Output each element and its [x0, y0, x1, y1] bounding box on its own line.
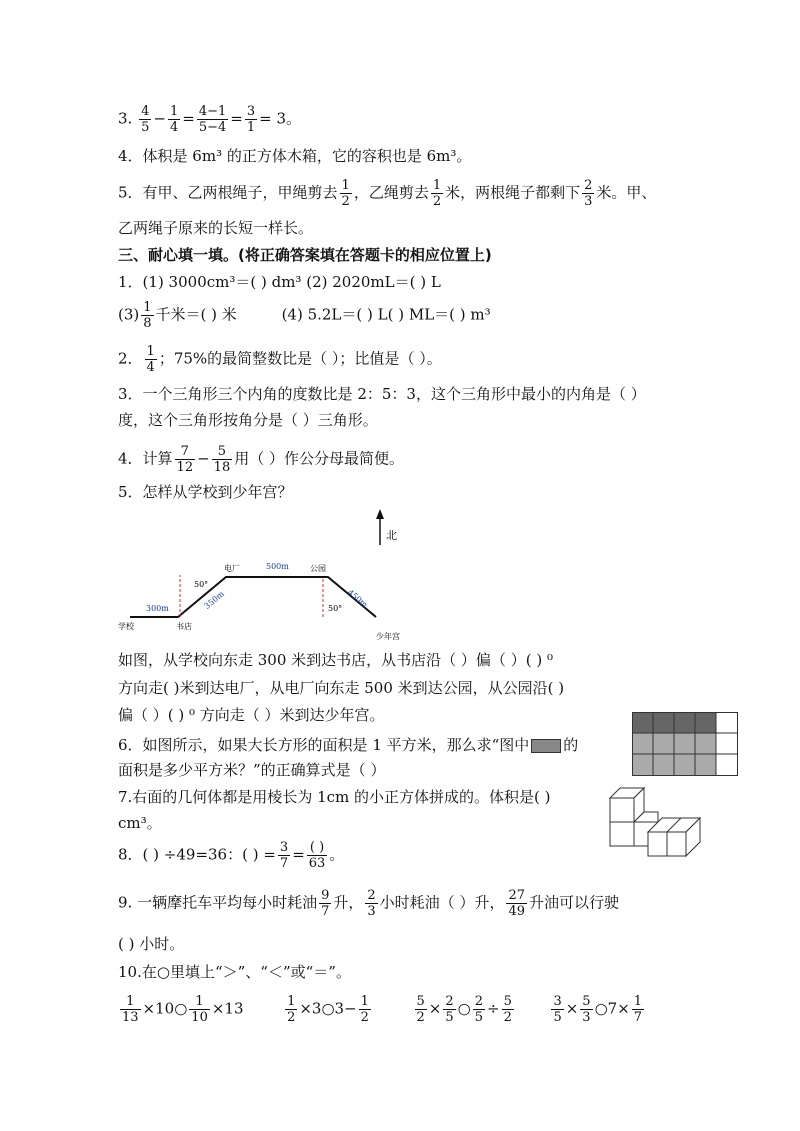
section-title: 三、耐心填一填。(将正确答案填在答题卡的相应位置上)	[118, 246, 492, 264]
fraction: ( ) 63	[308, 840, 326, 871]
fraction: $\frac{7}{12}$	[176, 444, 194, 475]
d350-label: 350m	[202, 589, 226, 611]
fraction: $\frac{1}{4}$	[146, 344, 155, 375]
fill-q5-line2: 方向走( )米到达电厂，从电厂向东走 500 米到达公园，从公园沿( )	[118, 679, 565, 697]
fraction: $\frac{1}{13}$	[122, 994, 139, 1025]
fill-q6-line1: 6．如图所示，如果大长方形的面积是 1 平方米，那么求“图中 的	[118, 736, 579, 754]
palace-label: 少年宫	[376, 632, 400, 641]
bookstore-label: 书店	[176, 622, 192, 631]
d300-label: 300m	[146, 604, 169, 613]
fraction: $\frac{5}{18}$	[213, 444, 231, 475]
angle-50-b: 50°	[328, 604, 343, 613]
fraction: $\frac{2}{3}$	[367, 888, 376, 919]
fill-q5: 5．怎样从学校到少年宫？	[118, 483, 293, 501]
park-label: 公园	[310, 564, 326, 573]
fill-q9: 9. 一辆摩托车平均每小时耗油 $\frac{9}{7}$ 升， $\frac{2}{3}$ 小时耗油（ ）升， $\frac{27}{49}$ 升油可以行驶	[118, 888, 620, 919]
fill-q5-line3: 偏（ ）( ) ⁰ 方向走（ ）米到达少年宫。	[118, 706, 385, 724]
route-map	[118, 505, 438, 645]
fill-q7-line2: cm³。	[118, 814, 162, 832]
fraction: $\frac{3}{1}$	[246, 104, 256, 135]
d450-label: 450m	[345, 587, 370, 610]
fraction: $\frac{5}{2}$	[503, 994, 512, 1025]
fill-q5-line1: 如图，从学校向东走 300 米到达书店，从书店沿（ ）偏（ ）( ) ⁰	[118, 651, 553, 669]
judge-q3: 3. $\frac{4}{5}$ − $\frac{1}{4}$ = $\frac{4-1}{5-4}$ = $\frac{3}{1}$ = 3。	[118, 104, 301, 135]
fraction: $\frac{1}{4}$	[169, 104, 179, 135]
judge-q4: 4．体积是 6m³ 的正方体木箱，它的容积也是 6m³。	[118, 147, 472, 165]
fraction: $\frac{2}{5}$	[445, 994, 454, 1025]
fraction: $\frac{5}{2}$	[416, 994, 425, 1025]
fill-q6-line2: 面积是多少平方米？”的正确算式是（ ）	[118, 761, 386, 779]
rectangle-grid	[632, 712, 738, 776]
plant-label: 电厂	[224, 564, 240, 573]
fraction: $\frac{1}{2}$	[360, 994, 369, 1025]
cube-figure	[604, 786, 714, 864]
fraction: $\frac{1}{8}$	[143, 300, 152, 331]
judge-q5: 5．有甲、乙两根绳子，甲绳剪去 $\frac{1}{2}$ ，乙绳剪去 $\frac{1}{2}$ 米，两根绳子都剩下 $\frac{2}{3}$ 米。甲、	[118, 178, 657, 209]
fraction: $\frac{3}{7}$	[279, 840, 289, 871]
fraction: $\frac{1}{10}$	[191, 994, 208, 1025]
fill-q1-line1: 1．(1) 3000cm³＝( ) dm³ (2) 2020mL＝( ) L	[118, 273, 441, 291]
fill-q8: 8．( ) ÷49=36：( ) = $\frac{3}{7}$ = ( ) 63 。	[118, 840, 345, 871]
school-label: 学校	[118, 622, 134, 631]
fill-q2: 2． $\frac{1}{4}$ ；75%的最简整数比是（ ）；比值是（ ）。	[118, 344, 442, 375]
fraction: $\frac{2}{5}$	[474, 994, 484, 1025]
north-arrow	[376, 509, 384, 545]
fill-q4: 4．计算 $\frac{7}{12}$ − $\frac{5}{18}$ 用（ ）作公分母最简便。	[118, 444, 404, 475]
fraction: $\frac{1}{2}$	[341, 178, 350, 209]
fill-q10: 10.在○里填上“＞”、“＜”或“＝”。	[118, 963, 351, 981]
fraction: $\frac{2}{3}$	[584, 178, 593, 209]
fill-q10-items: $\frac{1}{13}$ ×10○ $\frac{1}{10}$ ×13 $\frac{1}{2}$ ×3○3− $\frac{1}{2}$ $\frac{5}{2}$ × $\frac{2}{5}$ ○ $\frac{2}{5}$ ÷ $\frac{5}{2}$ $\frac{3}{5}$ × $\frac{5}{3}$ ○7× $\frac{1}{7}$	[122, 994, 643, 1025]
fill-q3-line1: 3．一个三角形三个内角的度数比是 2：5：3，这个三角形中最小的内角是（ ）	[118, 385, 646, 403]
fraction: $\frac{1}{2}$	[287, 994, 296, 1025]
fill-q3-line2: 度，这个三角形按角分是（ ）三角形。	[118, 411, 378, 429]
fraction: $\frac{1}{2}$	[432, 178, 442, 209]
fraction: $\frac{9}{7}$	[321, 888, 330, 919]
fraction: $\frac{5}{3}$	[582, 994, 591, 1025]
fraction: $\frac{27}{49}$	[508, 888, 525, 919]
fill-q7-line1: 7.右面的几何体都是用棱长为 1cm 的小正方体拼成的。体积是( )	[118, 788, 551, 806]
fraction: $\frac{1}{7}$	[633, 994, 643, 1025]
shaded-swatch	[531, 739, 561, 753]
judge-q5-line2: 乙两绳子原来的长短一样长。	[118, 219, 314, 237]
fraction: $\frac{3}{5}$	[553, 994, 562, 1025]
north-label: 北	[386, 529, 397, 542]
fraction: $\frac{4-1}{5-4}$	[198, 104, 227, 135]
angle-50-a: 50°	[194, 580, 209, 589]
fill-q1-line2: (3) $\frac{1}{8}$ 千米＝( ) 米 (4) 5.2L＝( ) L( ) ML＝( ) m³	[118, 300, 491, 331]
fill-q9-line2: ( ) 小时。	[118, 935, 185, 953]
d500-label: 500m	[266, 562, 289, 571]
fraction: $\frac{4}{5}$	[141, 104, 150, 135]
